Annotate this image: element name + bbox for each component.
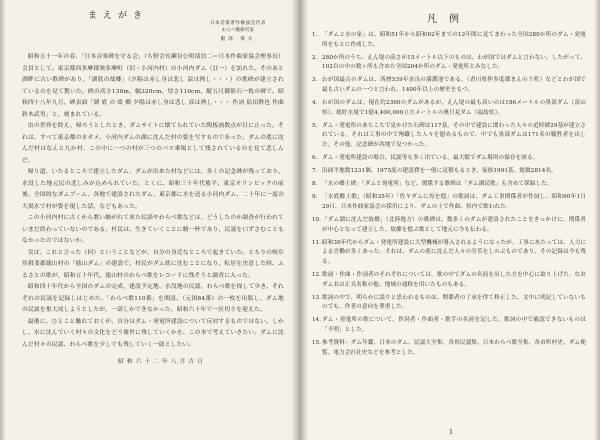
preface-paragraph: この小河内村に古くから歌い継がれて来た民謡やわらべ歌などは、どうしたのか調査が行われていまだ終わっていないのである。村民は、生きていくことに精一杯であり、民謡を口ずさむこともなかったのではないか。	[22, 215, 284, 244]
note-item	[312, 122, 586, 151]
note-text: 歌詞の中で、明らかに誤りと思われるものは、関係者の了承を得て修正した。文中に明記していないものでも、作者の意向を尊重した。	[322, 294, 586, 311]
note-item	[312, 167, 586, 177]
note-item	[312, 180, 586, 190]
note-text: ダム・発電所建設の場合、民謡等も多く出ている。最大限でダム場所の保存を図る。	[322, 155, 539, 162]
preface-date: 昭和六十二年八月吉日	[118, 359, 206, 365]
note-number: 2.	[312, 54, 318, 61]
preface-title: まえがき	[88, 11, 149, 21]
note-number: 3.	[312, 77, 318, 84]
author-signature	[210, 20, 266, 43]
note-text: 歌詞・作曲・作詞者のそれぞれについては、歌の中でダムの名前を出した方を中心に取り上げた。なおダム名は正式名称の他、地域の通称を用いたものもある。	[322, 271, 586, 288]
note-number: 6.	[312, 155, 318, 162]
note-text: 参考資料：ダム年鑑、日本のダム、民謡大全集、各県民謡集、日本わらべ歌全集、各市町村史、ダム便覧、電力会社社史などを参考とした。	[322, 340, 586, 356]
note-number: 14.	[312, 317, 321, 324]
note-number: 11.	[312, 239, 321, 246]
note-number: 4.	[312, 100, 318, 107]
note-item	[312, 239, 586, 268]
signature-name: 服部 保夫	[220, 37, 256, 42]
note-text: 「水の郷土碑」「ダムと発電所」など、関係する歌碑は「ダム湖民歌」も含めて採録した。	[322, 181, 553, 188]
note-item	[312, 294, 586, 313]
note-item	[312, 154, 586, 164]
note-text: 280か所のうち、えん堤の高さが15メートル以下のものは、わが国ではダムと言わない。したがって、102自の中の数ヶ所も含めた全国204か所のダム・発電所とみなした。	[322, 54, 586, 71]
note-number: 8.	[312, 181, 318, 188]
note-text: 「水底郷土歌」（昭和35年）「佐ヤダムに母を偲」の歌詞は、ダム工事関係者が作詞し、昭和60年1月29日、日本作曲家協会の採用により、ダムの上で作曲、県内で歌われた。	[322, 194, 586, 210]
notes-list	[312, 31, 586, 358]
note-number: 12.	[312, 271, 321, 278]
note-text: 沿面平地数1231個、1975度の建設費を一般に見積もるとき、家族1991基、総数2814名。	[322, 168, 557, 175]
note-item	[312, 316, 586, 335]
preface-body	[22, 52, 284, 365]
note-item	[312, 31, 586, 50]
page-edge-shadow	[0, 0, 6, 440]
preface-header	[22, 8, 284, 52]
preface-paragraph: 昭和五十一年の春、「日本音楽碑を守る会」（ち野会長瀬谷公明部員二＝日本作曲家協会理事長）会員として、東京都西多摩郡奥多摩町（旧・小河内村）の小河内ダム（註一）を訪れた。そのあと湖畔に古い歌碑があり、「湖底の故郷」（夕陽は赤し身は悲し 涙は熱し・・・）の歌碑が建立されているのを見て驚いた。碑の高さ130m、幅320cm、厚さ110cm、縦五尺御影石一枚の碑で、昭和四十八年九月、碑表面「湖 底 の 故 郷 夕陽は赤し身は悲し 涙は熱し・・・ 作詞 島田磐也 作曲 鈴木武男」と、刻まれている。	[22, 54, 284, 118]
note-number: 10.	[312, 217, 321, 223]
note-item	[312, 99, 586, 118]
note-text: 「ダム湖に沈んだ故郷」（北陸地方）の歌碑は、数多くのダムが建設されたことをきっかけに、関係者が中心となって建立した。故郷を偲ぶ歌として地元に今も伝わる。	[322, 217, 586, 233]
preface-paragraph: 昭和四十年代から全国のダムの完成、建設予定地、水没地の民謡、わらべ歌を探して歩き、それぞれの民謡を記録しはじめた。「わらべ歌110番」を開設、（元図84番）の一枚を出版し、ダム地の民謡を集大成しようとしたが、一部しかできなかった。昭和六十年で一区切りを迎えた。	[22, 284, 284, 313]
note-item	[312, 76, 586, 95]
note-number: 13.	[312, 294, 321, 301]
note-item	[312, 216, 586, 235]
note-number: 15.	[312, 340, 321, 347]
page-number: 1	[449, 429, 453, 436]
book-gutter	[292, 0, 308, 440]
note-item	[312, 271, 586, 290]
preface-paragraph: 虫の世界を終え、帰ろうとしたとき、ダムサイトに懐てられていた陶板画数点が目に止った。それは、すべて東京都の水ガメ、小河内ダムの湖に沈んだ村の姿を写すものであった。ダムの底に沈んだ村はなんと九か村、この中に一つの村が三つのバス乗場として残されているのを見て悲しんだ。	[22, 123, 284, 164]
note-text: わが国最古のダムは、西暦539年奈良の満濃池である。（香川県仲多度郡まんのう町）などとわが国で最も古いダムの一つと言われ、1400年以上の歴史をもつ。	[322, 77, 586, 93]
note-text: 昭和30年代からダム・発電所建設に大型機械が導入されるようになったが、工事にあたっては、人力による労働が多くあった。それは、ダムの底に沈んだ人々の労苦をしのぶものであり、その記録は今も残る。	[322, 239, 586, 265]
notes-page	[302, 0, 600, 440]
note-text: ダム・発電所のあちこちで見かけた石碑は117基。その中で建設に関わった人々の追悼碑29基が建立されている。それは工事の中で殉職した人々を慰めるもので、中でも黒部ダムは171名の犠牲者を出した。その他、記念碑が各地で見つかった。	[322, 122, 586, 148]
note-item	[312, 193, 586, 212]
note-text: ダム・発電所の歌について、作詞者・作曲者・歌手の名前を記した。歌詞の中で確認できないものは「不明」とした。	[322, 317, 586, 333]
page-edge-shadow	[594, 0, 600, 440]
signature-role: わらべ歌研究家	[221, 28, 255, 33]
preface-paragraph: 実は、これと言った（何）ということなどが、自分の身近なところで起きていた。とちりの岐阜県揖斐郡徳山村の「徳山ダム」の建設で、村民がダム底に沈むことになり、転居を決意した時、ふるさとの歌が、昭和五十年代、徳山村のわらべ歌をレコードに残そうと調査に入った。	[22, 249, 284, 279]
preface-page	[0, 0, 298, 440]
note-number: 5.	[312, 122, 318, 129]
note-number: 7.	[312, 168, 318, 175]
note-item	[312, 339, 586, 358]
note-number: 1.	[312, 32, 318, 38]
note-text: 「ダムと水の家」は、昭和51年から昭和62年までの12年間に見てまわった全国280か所のダム・発電所をもとに作成した。	[322, 32, 586, 48]
note-number: 9.	[312, 194, 318, 201]
note-item	[312, 54, 586, 73]
preface-paragraph: 帰り道、いたるところで建立したダム、ダムが出来た村などには、多くの記念碑が残っており、水没した地元民の悲しみが込められていた。とくに、昭和三十年代後半、東京オリンピックの前後、全国的なダムブーム、各地で建設されたダム、東京都に水を送る小河内ダム、二十年に一度の大渇水で村が姿を現した話、などもあった。	[22, 169, 285, 210]
signature-org: 日本音楽著作権協会代表	[209, 21, 266, 26]
note-text: わが国のダムは、現在約2300のダムがあるが、えん堤の最も高いのは186メートルの黒部ダム（富山県）、総貯水量で1億4,400,000立方メートルの奥只見ダム（福島県）。	[322, 100, 586, 116]
notes-title: 凡例	[427, 14, 471, 25]
preface-paragraph: 最後に、ひとこと触れておくが、自分はダム・発電所建設について反対するものではない。しかし、水に沈んでいく村々の文化をどう後世に残していくかを、この本で考えていきたい。ダムに沈んだ村々の民謡、わらべ歌を少しでも残していく一助としたい。	[22, 318, 284, 348]
